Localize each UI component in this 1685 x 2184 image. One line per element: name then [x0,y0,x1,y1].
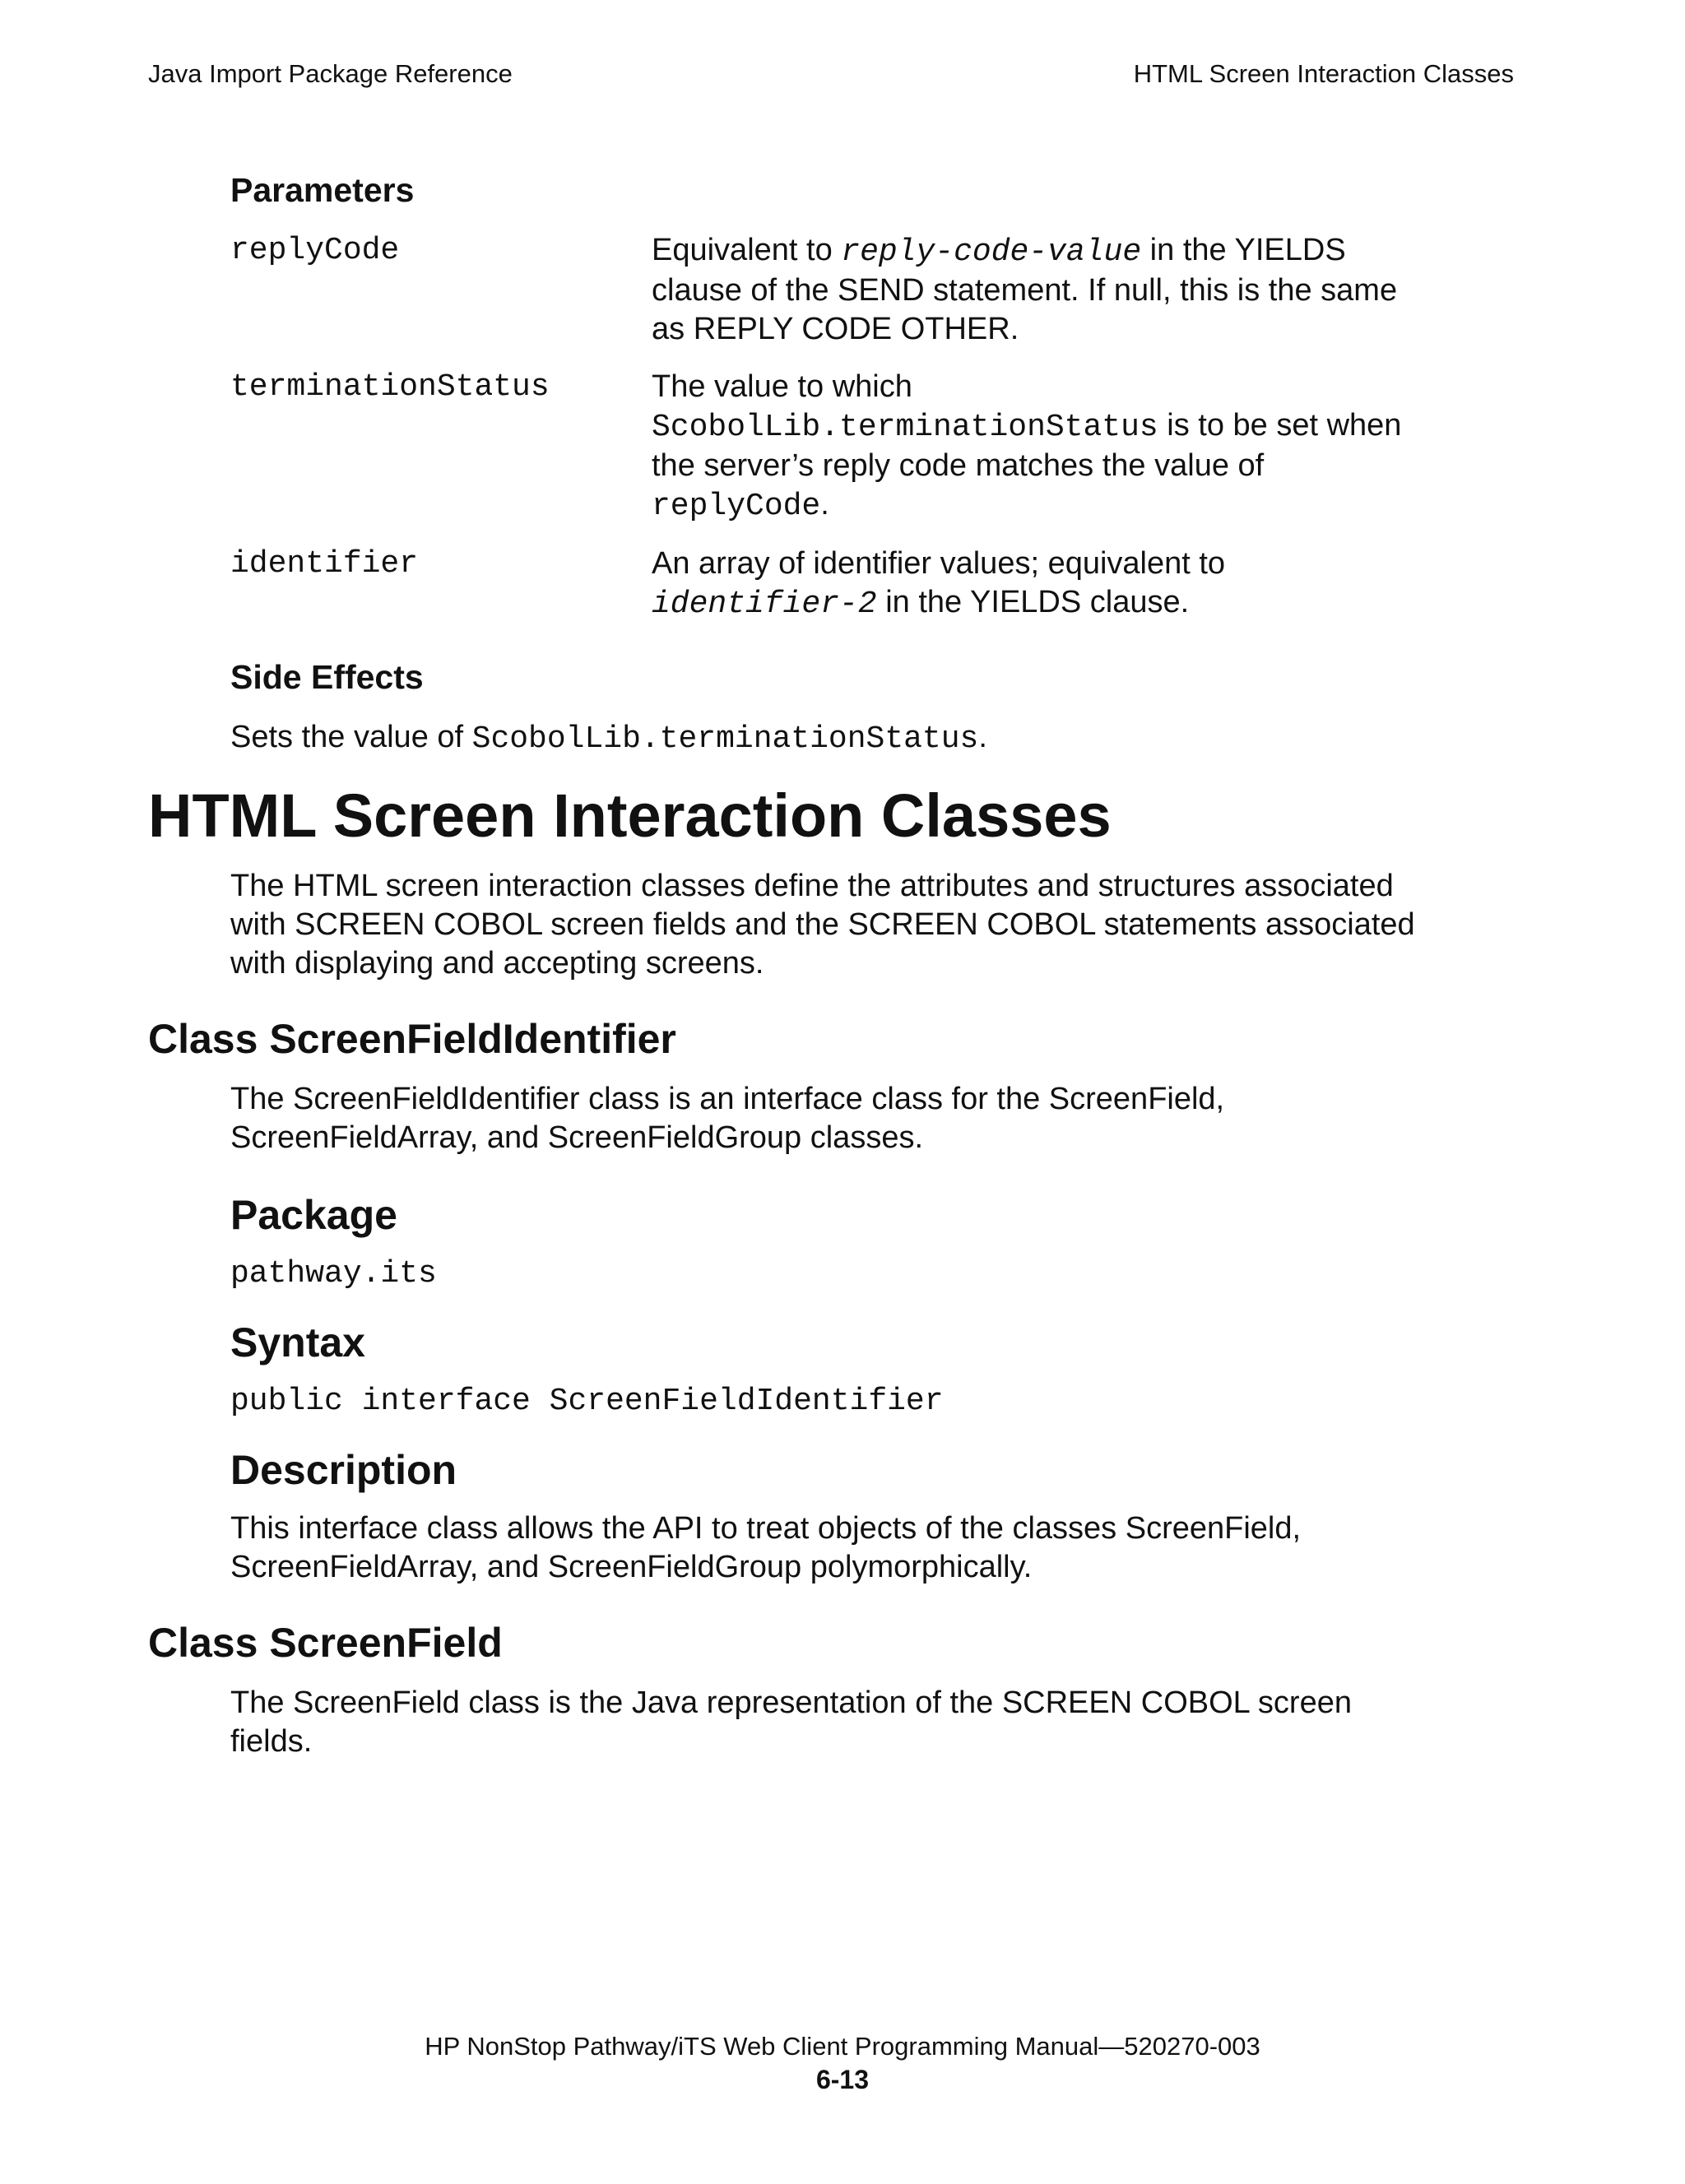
param-description: Equivalent to reply-code-value in the YIELDS clause of the SEND statement. If null, this is the same as REPLY CODE OTHER. [652,233,1398,346]
param-description: An array of identifier values; equivalent to identifier-2 in the YIELDS clause. [652,546,1226,622]
class-screenfieldidentifier-body: The ScreenFieldIdentifier class is an interface class for the ScreenField, ScreenFieldArray, and ScreenFieldGroup classes. Package pathway.its Syntax public interface ScreenFieldIdentifier Description This interface class allows the API to treat objects of the classes ScreenField, ScreenFieldArray, and ScreenFieldGroup polymorphically. [230,1080,1514,1587]
syntax-value: public interface ScreenFieldIdentifier [230,1384,944,1419]
class-screenfieldidentifier-title: Class ScreenFieldIdentifier [148,1016,676,1062]
footer-manual-title: HP NonStop Pathway/iTS Web Client Programming Manual—520270-003 [425,2032,1260,2061]
param-row-terminationstatus [230,368,1514,526]
parameters-section [230,169,1514,758]
section-intro: The HTML screen interaction classes define the attributes and structures associated with SCREEN COBOL screen fields and the SCREEN COBOL statements associated with displaying and accepting screens. [230,869,1415,981]
param-name: replyCode [230,233,400,268]
class-screenfield-body: The ScreenField class is the Java representation of the SCREEN COBOL screen fields. [230,1686,1352,1759]
class-screenfield-title: Class ScreenField [148,1620,503,1666]
package-heading: Package [230,1192,397,1238]
parameters-heading: Parameters [230,171,415,209]
header-left: Java Import Package Reference [148,59,513,88]
param-name: identifier [230,546,419,582]
param-name: terminationStatus [230,369,550,405]
param-code: ScobolLib.terminationStatus [652,410,1158,445]
side-effects-text: Sets the value of ScobolLib.terminationStatus. [230,720,987,757]
package-value: pathway.its [230,1256,437,1291]
param-row-identifier [230,545,1514,624]
page-content [148,165,1514,1761]
section-title: HTML Screen Interaction Classes [148,781,1112,850]
description-heading: Description [230,1447,457,1493]
page-number: 6-13 [815,2065,870,2094]
param-row-replycode [230,231,1514,349]
param-code: reply-code-value [841,234,1142,270]
syntax-heading: Syntax [230,1319,365,1366]
param-code: identifier-2 [652,587,877,622]
param-description: The value to which ScobolLib.terminationStatus is to be set when the server’s reply code matches the value of replyCode. [652,369,1402,524]
header-right: HTML Screen Interaction Classes [1133,59,1514,88]
running-footer [0,2030,1685,2096]
description-text: This interface class allows the API to treat objects of the classes ScreenField, ScreenFieldArray, and ScreenFieldGroup polymorphically. [230,1511,1302,1584]
param-code: replyCode [652,489,821,524]
side-effects-heading: Side Effects [230,658,424,696]
side-effects-code: ScobolLib.terminationStatus [471,721,979,757]
